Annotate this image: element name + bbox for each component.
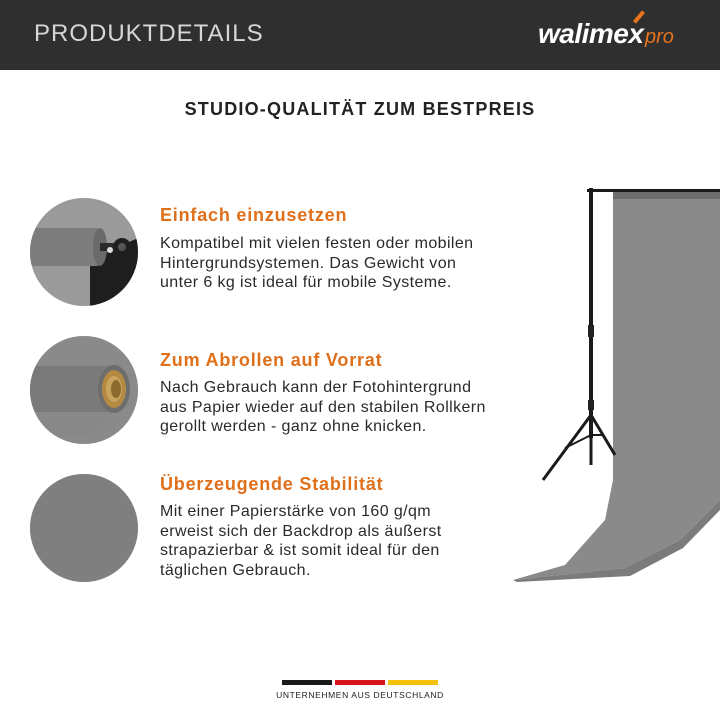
feature-text-3: Mit einer Papierstärke von 160 g/qm erweist sich der Backdrop als äußerst strapazierbar & ist somit ideal für den täglichen Gebrauch. [160, 503, 442, 579]
logo-x-mark: x [628, 18, 644, 49]
feature-text-2: Nach Gebrauch kann der Fotohintergrund aus Papier wieder auf den stabilen Rollkern gerollt werden - ganz ohne knicken. [160, 379, 486, 435]
flag-stripe-red [335, 680, 385, 685]
section-subtitle: STUDIO-QUALITÄT ZUM BESTPREIS [184, 99, 536, 119]
logo-wordmark: walime [538, 18, 629, 49]
header-bar [0, 0, 720, 70]
flag-stripe-gold [388, 680, 438, 685]
feature-title-2: Zum Abrollen auf Vorrat [160, 350, 383, 370]
feature-text-1: Kompatibel mit vielen festen oder mobilen Hintergrundsystemen. Das Gewicht von unter 6 kg ist ideal für mobile Systeme. [160, 235, 474, 291]
feature-image-paper [30, 474, 138, 582]
brand-logo [538, 18, 674, 52]
page-title: PRODUKTDETAILS [34, 20, 264, 47]
logo-suffix: pro [644, 26, 674, 48]
footer-label: UNTERNEHMEN AUS DEUTSCHLAND [276, 690, 444, 700]
flag-stripe-black [282, 680, 332, 685]
feature-image-roll [30, 336, 138, 444]
feature-image-mount [30, 198, 138, 306]
backdrop-stand-image [505, 180, 720, 590]
feature-title-1: Einfach einzusetzen [160, 205, 348, 225]
feature-title-3: Überzeugende Stabilität [160, 474, 384, 494]
